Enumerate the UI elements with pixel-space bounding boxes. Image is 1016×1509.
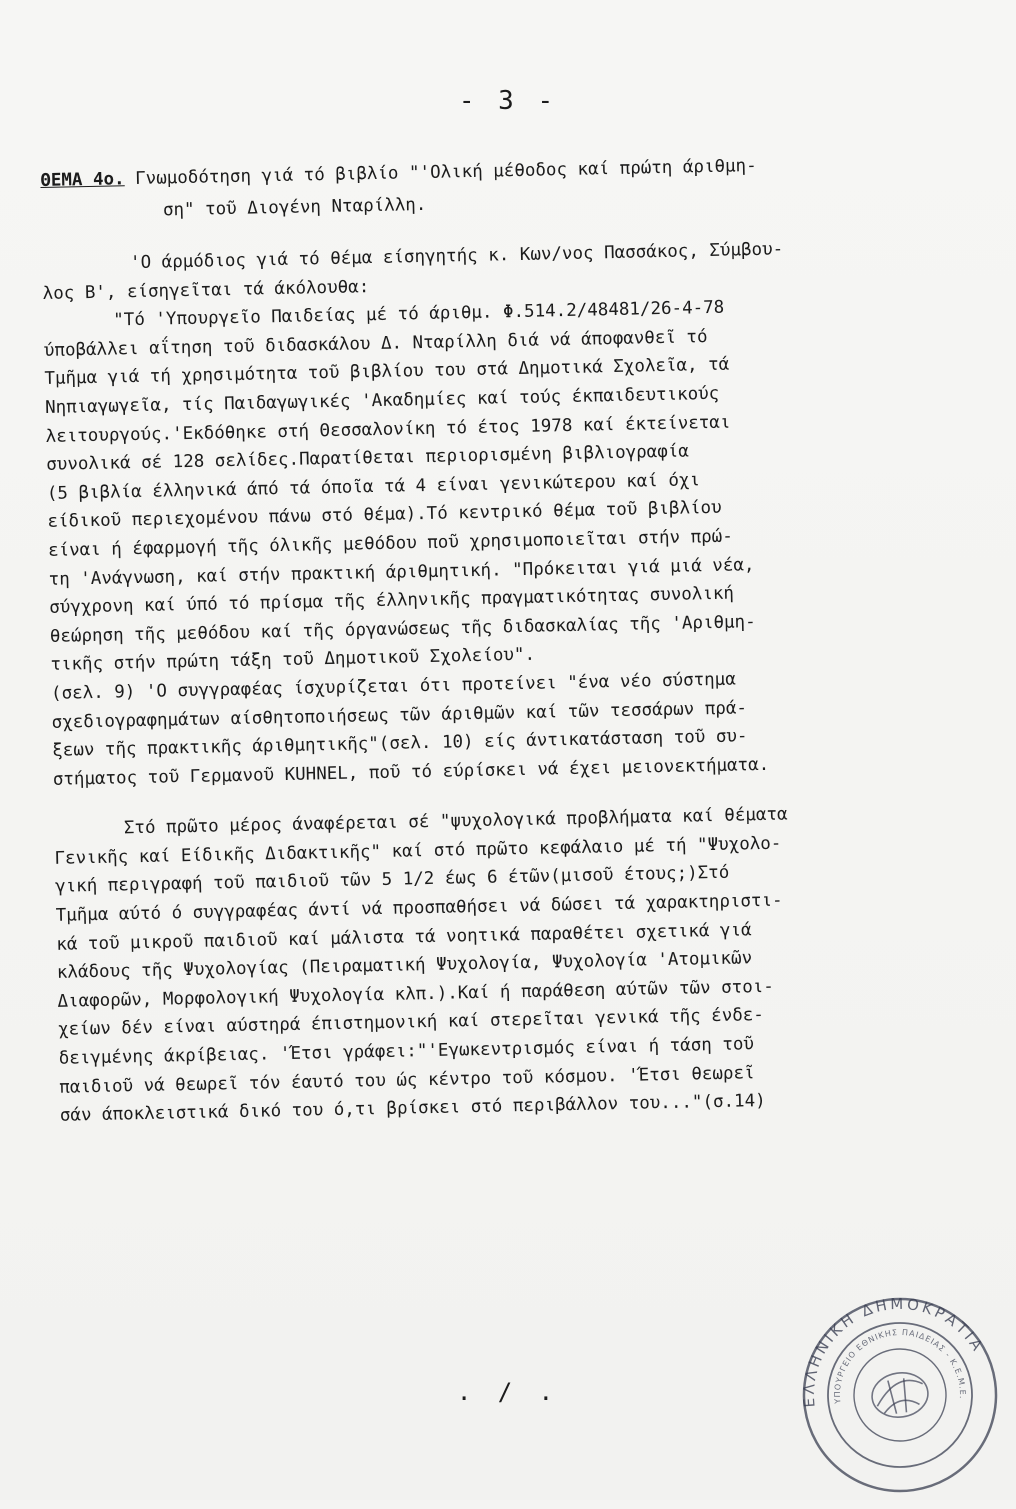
text-line: δειγμένης άκρίβειας. 'Έτσι γράφει:"'Εγωκεντρισμός είναι ή τάση τοῦ	[58, 1034, 755, 1069]
page-number: - 3 -	[458, 86, 558, 116]
text-line: 'Ο άρμόδιος γιά τό θέμα είσηγητής κ. Κων/νος Πασσάκος, Σύμβου-	[129, 239, 784, 274]
text-line: είδικοῦ περιεχομένου πάνω στό θέμα).Τό κεντρικό θέμα τοῦ βιβλίου	[47, 498, 722, 533]
text-line: παιδιοῦ νά θεωρεῖ τόν έαυτό του ώς κέντρο τοῦ κόσμου. 'Έτσι θεωρεῖ	[59, 1062, 755, 1098]
document-body	[40, 145, 1010, 1130]
text-line: Τμῆμα γιά τή χρησιμότητα τοῦ βιβλίου του στά Δημοτικά Σχολεῖα, τά	[44, 354, 730, 390]
stamp-ink	[792, 1287, 1009, 1504]
text-line: (σελ. 9) 'Ο συγγραφέας ίσχυρίζεται ότι προτείνει "ένα νέο σύστημα	[50, 669, 736, 704]
text-line: κλάδους τῆς Ψυχολογίας (Πειραματική Ψυχολογία, Ψυχολογία 'Ατομικῶν	[56, 948, 753, 984]
text-line: στήματος τοῦ Γερμανοῦ KUHNEL, ποῦ τό εύρίσκει νά έχει μειονεκτήματα.	[52, 754, 770, 790]
text-line: τικῆς στήν πρώτη τάξη τοῦ Δημοτικοῦ Σχολείου".	[50, 645, 536, 676]
text-line: σύγχρονη καί ύπό τό πρίσμα τῆς έλληνικῆς πραγματικότητας συνολική	[49, 583, 735, 619]
text-line: συνολικά σέ 128 σελίδες.Παρατίθεται περιορισμένη βιβλιογραφία	[46, 441, 690, 476]
text-line: λειτουργούς.'Εκδόθηκε στή Θεσσαλονίκη τό έτος 1978 καί έκτείνεται	[45, 412, 731, 447]
stamp-inner-text: ΥΠΟΥΡΓΕΙΟ ΕΘΝΙΚΗΣ ΠΑΙΔΕΙΑΣ - Κ.Ε.Μ.Ε.	[832, 1327, 968, 1405]
text-line: είναι ή έφαρμογή τῆς όλικῆς μεθόδου ποῦ χρησιμοποιεῖται στήν πρώ-	[47, 526, 733, 561]
text-line: χείων δέν είναι αύστηρά έπιστημονική καί στερεῖται γενικά τῆς ένδε-	[57, 1005, 765, 1041]
text-line: σχεδιογραφημάτων αίσθητοποιήσεως τῶν άριθμῶν καί τῶν τεσσάρων πρά-	[51, 697, 748, 733]
text-line: ξεων τῆς πρακτικῆς άριθμητικῆς"(σελ. 10) είς άντικατάσταση τοῦ συ-	[52, 726, 748, 761]
official-stamp	[777, 1281, 1016, 1509]
stamp-outer-text: ΕΛΛΗΝΙΚΗ ΔΗΜΟΚΡΑΤΙΑ	[799, 1294, 988, 1409]
text-line: τη 'Ανάγνωση, καί στήν πρακτική άριθμητική. "Πρόκειται γιά μιά νέα,	[48, 554, 755, 590]
text-line: θεώρηση τῆς μεθόδου καί τῆς όργανώσεως τῆς διδασκαλίας τῆς 'Αριθμη-	[49, 611, 756, 647]
text-line: γική περιγραφή τοῦ παιδιοῦ τῶν 5 1/2 έως 6 έτῶν(μισοῦ έτους;)Στό	[54, 863, 730, 898]
text-line: Τμῆμα αύτό ό συγγραφέας άντί νά προσπαθήσει νά δώσει τά χαρακτηριστι-	[55, 890, 783, 926]
text-line: ύποβάλλει αΐτηση τοῦ διδασκάλου Δ. Νταρίλλη διά νά άποφανθεῖ τό	[43, 326, 708, 361]
text-line: Διαφορῶν, Μορφολογική Ψυχολογία κλπ.).Καί ή παράθεση αύτῶν τῶν στοι-	[57, 976, 775, 1012]
heading-label: ΘΕΜΑ 4ο.	[40, 169, 125, 191]
continuation-mark: . / .	[456, 1378, 560, 1406]
text-line: κά τοῦ μικροῦ παιδιοῦ καί μάλιστα τά νοητικά παραθέτει σχετικά γιά	[56, 919, 752, 955]
paragraph-second	[54, 796, 1010, 1130]
stamp-emblem-icon	[869, 1369, 931, 1420]
text-line: Γενικῆς καί Είδικῆς Διδακτικῆς" καί στό πρῶτο κεφάλαιο μέ τή "Ψυχολο-	[54, 833, 782, 869]
paragraph-main	[43, 288, 1003, 794]
text-line: "Τό 'Υπουργεῖο Παιδείας μέ τό άριθμ. Φ.514.2/48481/26-4-78	[113, 297, 725, 331]
heading-line-2: ση" τοῦ Διογένη Νταρίλλη.	[162, 194, 427, 221]
heading-text: Γνωμοδότηση γιά τό βιβλίο "'Ολική μέθοδος καί πρώτη άριθμη-	[124, 155, 757, 190]
text-line: Στό πρῶτο μέρος άναφέρεται σέ "ψυχολογικά προβλήματα καί θέματα	[123, 804, 788, 839]
text-line: Νηπιαγωγεῖα, τίς Παιδαγωγικές 'Ακαδημίες καί τούς έκπαιδευτικούς	[44, 383, 720, 418]
text-line: σάν άποκλειστικά δικό του ό,τι βρίσκει στό περιβάλλον του..."(σ.14)	[59, 1091, 766, 1127]
text-line: λος Β', είσηγεῖται τά άκόλουθα:	[42, 276, 370, 304]
text-line: (5 βιβλία έλληνικά άπό τά όποῖα τά 4 είναι γενικώτερου καί όχι	[46, 469, 701, 504]
